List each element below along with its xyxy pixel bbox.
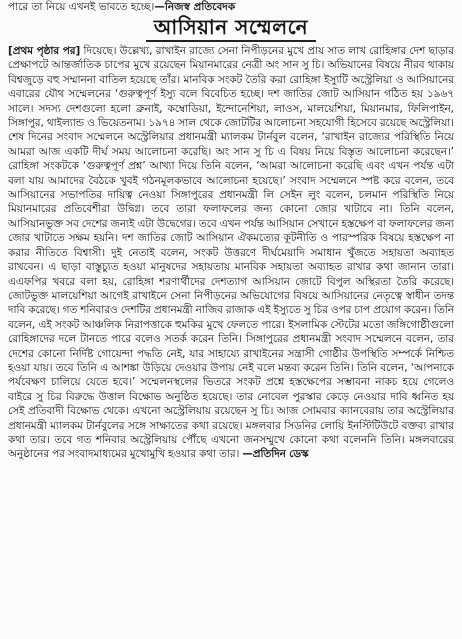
preceding-article-text: পারে তা নিয়ে এখনই ভাবতে হচ্ছে। [8, 1, 155, 13]
source-credit: —প্রতিদিন ডেস্ক [242, 448, 309, 461]
continuation-marker: [প্রথম পৃষ্ঠার পর] [8, 45, 81, 57]
article-body [8, 44, 454, 636]
preceding-article-tail [8, 0, 458, 14]
article-text: দিয়েছে। উল্লেখ্য, রাখাইন রাজ্যে সেনা নিপীড়নের মুখে প্রায় সাত লাখ রোহিঙ্গার দেশ ছাড়ার প্রেক্ষাপটে আন্তর্জাতিক চাপের মুখে রয়েছেন মিয়ানমারের নেত্রী অং সান সু চি। অভিযানের বিষয়ে নীরব থাকায় বিশ্বজুড়ে বহু সম্মাননা বাতিল হয়েছে তাঁর। মানবিক সংকট তৈরি করা রোহিঙ্গা ইস্যুটি অস্ট্রেলিয়া ও আসিয়ানের এবারের যৌথ সম্মেলনের ‘গুরুত্বপূর্ণ ইস্যু বলে বিবেচিত হচ্ছে। দশ জাতির জোট আসিয়ান গঠিত হয় ১৯৬৭ সালে। সদস্য দেশগুলো হলো ব্রুনাই, কম্বোডিয়া, ইন্দোনেশিয়া, লাওস, মালয়েশিয়া, মিয়ানমার, ফিলিপাইন, সিঙ্গাপুর, থাইল্যান্ড ও ভিয়েতনাম। ১৯৭৪ সাল থেকে জোটটির আলোচনা সহযোগী হিসেবে রয়েছে অস্ট্রেলিয়া। শেষ দিনের সংবাদ সম্মেলনে অস্ট্রেলিয়ার প্রধানমন্ত্রী ম্যালকম টার্নবুল বলেন, ‘রাখাইন রাজ্যের পরিস্থিতি নিয়ে আমরা আজ একটি দীর্ঘ সময় আলোচনা করেছি। অং সান সু চি এ বিষয় নিয়ে বিস্তৃত আলোচনা করেছেন।’ রোহিঙ্গা সংকটকে ‘গুরুত্বপূর্ণ প্রশ্ন’ আখ্যা দিয়ে তিনি বলেন, ‘আমরা আলোচনা করেছি এবং এখন পর্যন্ত এটা বলা যায় আমাদের বৈঠকে খুবই গঠনমূলকভাবে আলোচনা হয়েছে।’ সংবাদ সম্মেলনে স্পষ্ট করে বলেন, তবে আসিয়ানের সভাপতির দায়িত্ব নেওয়া সিঙ্গাপুরের প্রধানমন্ত্রী লি সেইন লুং বলেন, চলমান পরিস্থিতি নিয়ে মিয়ানমারের প্রতিবেশীরা উদ্বিগ্ন। তবে তারা ফলাফলের জন্য কোনো জোর খাটাবে না। তিনি বলেন, আসিয়ানভুক্ত সব দেশের জন্যই এটা উদ্বেগের। তবে এখন পর্যন্ত আসিয়ান সেখানে হস্তক্ষেপ বা ফলাফলের জন্য জোর খাটাতে সক্ষম হয়নি। দশ জাতির জোট আসিয়ান ঐকমত্যের কূটনীতি ও পারস্পরিক বিষয়ে হস্তক্ষেপ না করার নীতিতে বিশ্বাসী। দুই নেতাই বলেন, সংকট উত্তরণে দীর্ঘমেয়াদি সমাধান খুঁজতে সহায়তা অব্যাহত রাখবেন। এ ছাড়া বাস্তুচ্যুত হওয়া মানুষদের সহায়তায় মানবিক সহায়তা অব্যাহত রাখার কথা জানান তারা। এএফপির খবরে বলা হয়, রোহিঙ্গা শরণার্থীদের দেশত্যাগ আসিয়ান জোটে বিপুল অস্থিরতা তৈরি করেছে। জোটভুক্ত মালয়েশিয়া আগেই রাখাইনে সেনা নিপীড়নের অভিযোগের বিষয়ে আসিয়ানের নেতৃত্বে স্বাধীন তদন্ত দাবি করেছে। গত শনিবারও দেশটির প্রধানমন্ত্রী নাজিব রাজাক এই ইস্যুতে সু চির ওপর চাপ প্রয়োগ করেন। তিনি বলেন, এই সংকট আঞ্চলিক নিরাপত্তাকে হুমকির মুখে ফেলতে পারে। ইসলামিক স্টেটের মতো জঙ্গিগোষ্ঠীগুলো রোহিঙ্গাদের দলে টানতে পারে বলেও সতর্ক করেন তিনি। সিঙ্গাপুরের প্রধানমন্ত্রী সংবাদ সম্মেলনে বলেন, তার দেশের কোনো নির্দিষ্ট গোয়েন্দা পদ্ধতি নেই, যার সাহায্যে রাখাইনের সন্ত্রাসী গোষ্ঠীর উপস্থিতি সম্পর্কে নিশ্চিত হওয়া যায়। তবে তিনি এ আশঙ্কা উড়িয়ে দেওয়ার উপায় নেই বলে মন্তব্য করেন তিনি। তিনি বলেন, ‘আপনাকে পর্যবেক্ষণ চালিয়ে যেতে হবে।’ সম্মেলনস্থলের ভিতরে সংকট প্রশ্নে হস্তক্ষেপের সম্ভাবনা নাকচ হয়ে গেলেও বাইরে সু চির বিরুদ্ধে উত্তাল বিক্ষোভ অনুষ্ঠিত হয়েছে। তার নোবেল পুরস্কার কেড়ে নেওয়ার দাবি ধ্বনিত হয় সেই প্রতিবাদী বিক্ষোভ থেকে। এখনো অস্ট্রেলিয়ায় রয়েছেন সু চি। আজ সোমবার ক্যানবেরায় তার অস্ট্রেলিয়ার প্রধানমন্ত্রী ম্যালকম টার্নবুলের সঙ্গে সাক্ষাতের কথা রয়েছে। মঙ্গলবার সিডনির লোয়ি ইনস্টিটিউটে বক্তব্য রাখার কথা তার। তবে গত শনিবার অস্ট্রেলিয়ায় পৌঁছে এখনো জনসম্মুখে কোনো কথা বলেননি তিনি। মঙ্গলবারের অনুষ্ঠানের পর সংবাদমাধ্যমের মুখোমুখি হওয়ার কথা তার। [8, 45, 454, 461]
byline: —নিজস্ব প্রতিবেদক [154, 1, 236, 13]
headline-underline [146, 40, 316, 42]
headline: আসিয়ান সম্মেলনে [153, 15, 309, 39]
